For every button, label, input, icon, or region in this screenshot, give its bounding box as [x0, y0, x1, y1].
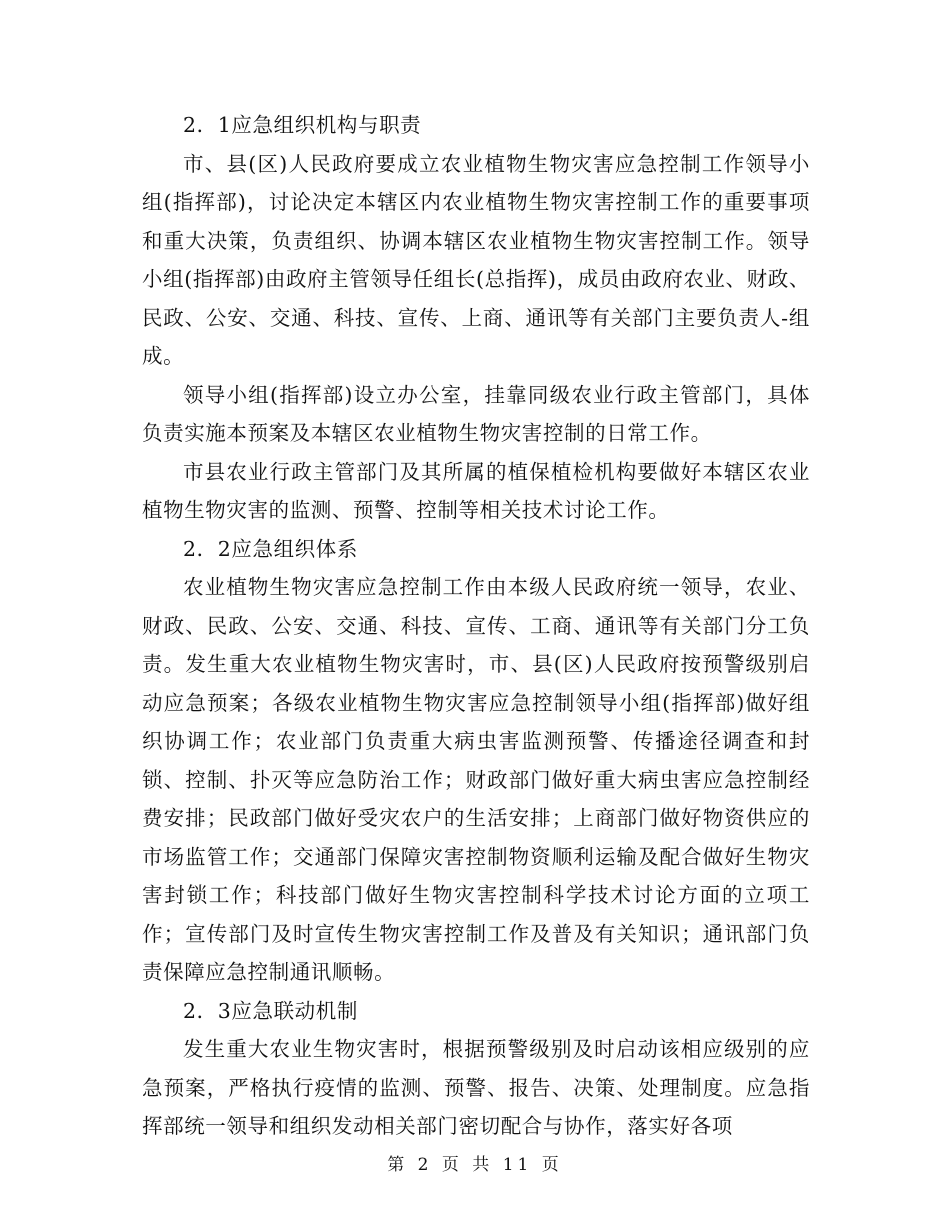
paragraph: 发生重大农业生物灾害时，根据预警级别及时启动该相应级别的应急预案，严格执行疫情的监测、预警、报告、决策、处理制度。应急指挥部统一领导和组织发动相关部门密切配合与协作，落实好各项 — [142, 1037, 810, 1138]
page-number-footer: 第 2 页 共 11 页 — [387, 1155, 563, 1175]
paragraph: 领导小组(指挥部)设立办公室，挂靠同级农业行政主管部门，具体负责实施本预案及本辖区农业植物生物灾害控制的日常工作。 — [142, 382, 810, 445]
document-body — [142, 106, 810, 1146]
section-heading-2-3: 2．3应急联动机制 — [183, 998, 358, 1023]
paragraph: 市县农业行政主管部门及其所属的植保植检机构要做好本辖区农业植物生物灾害的监测、预警、控制等相关技术讨论工作。 — [142, 459, 810, 522]
section-heading-2-2: 2．2应急组织体系 — [183, 536, 358, 561]
paragraph: 市、县(区)人民政府要成立农业植物生物灾害应急控制工作领导小组(指挥部)，讨论决定本辖区内农业植物生物灾害控制工作的重要事项和重大决策，负责组织、协调本辖区农业植物生物灾害控制工作。领导小组(指挥部)由政府主管领导任组长(总指挥)，成员由政府农业、财政、民政、公安、交通、科技、宣传、上商、通讯等有关部门主要负责人-组成。 — [142, 151, 810, 368]
section-heading-2-1: 2．1应急组织机构与职责 — [183, 113, 422, 137]
paragraph: 农业植物生物灾害应急控制工作由本级人民政府统一领导，农业、财政、民政、公安、交通、科技、宣传、工商、通讯等有关部门分工负责。发生重大农业植物生物灾害时，市、县(区)人民政府按预警级别启动应急预案；各级农业植物生物灾害应急控制领导小组(指挥部)做好组织协调工作；农业部门负责重大病虫害监测预警、传播途径调查和封锁、控制、扑灭等应急防治工作；财政部门做好重大病虫害应急控制经费安排；民政部门做好受灾农户的生活安排；上商部门做好物资供应的市场监管工作；交通部门保障灾害控制物资顺利运输及配合做好生物灾害封锁工作；科技部门做好生物灾害控制科学技术讨论方面的立项工作；宣传部门及时宣传生物灾害控制工作及普及有关知识；通讯部门负责保障应急控制通讯顺畅。 — [142, 575, 810, 984]
